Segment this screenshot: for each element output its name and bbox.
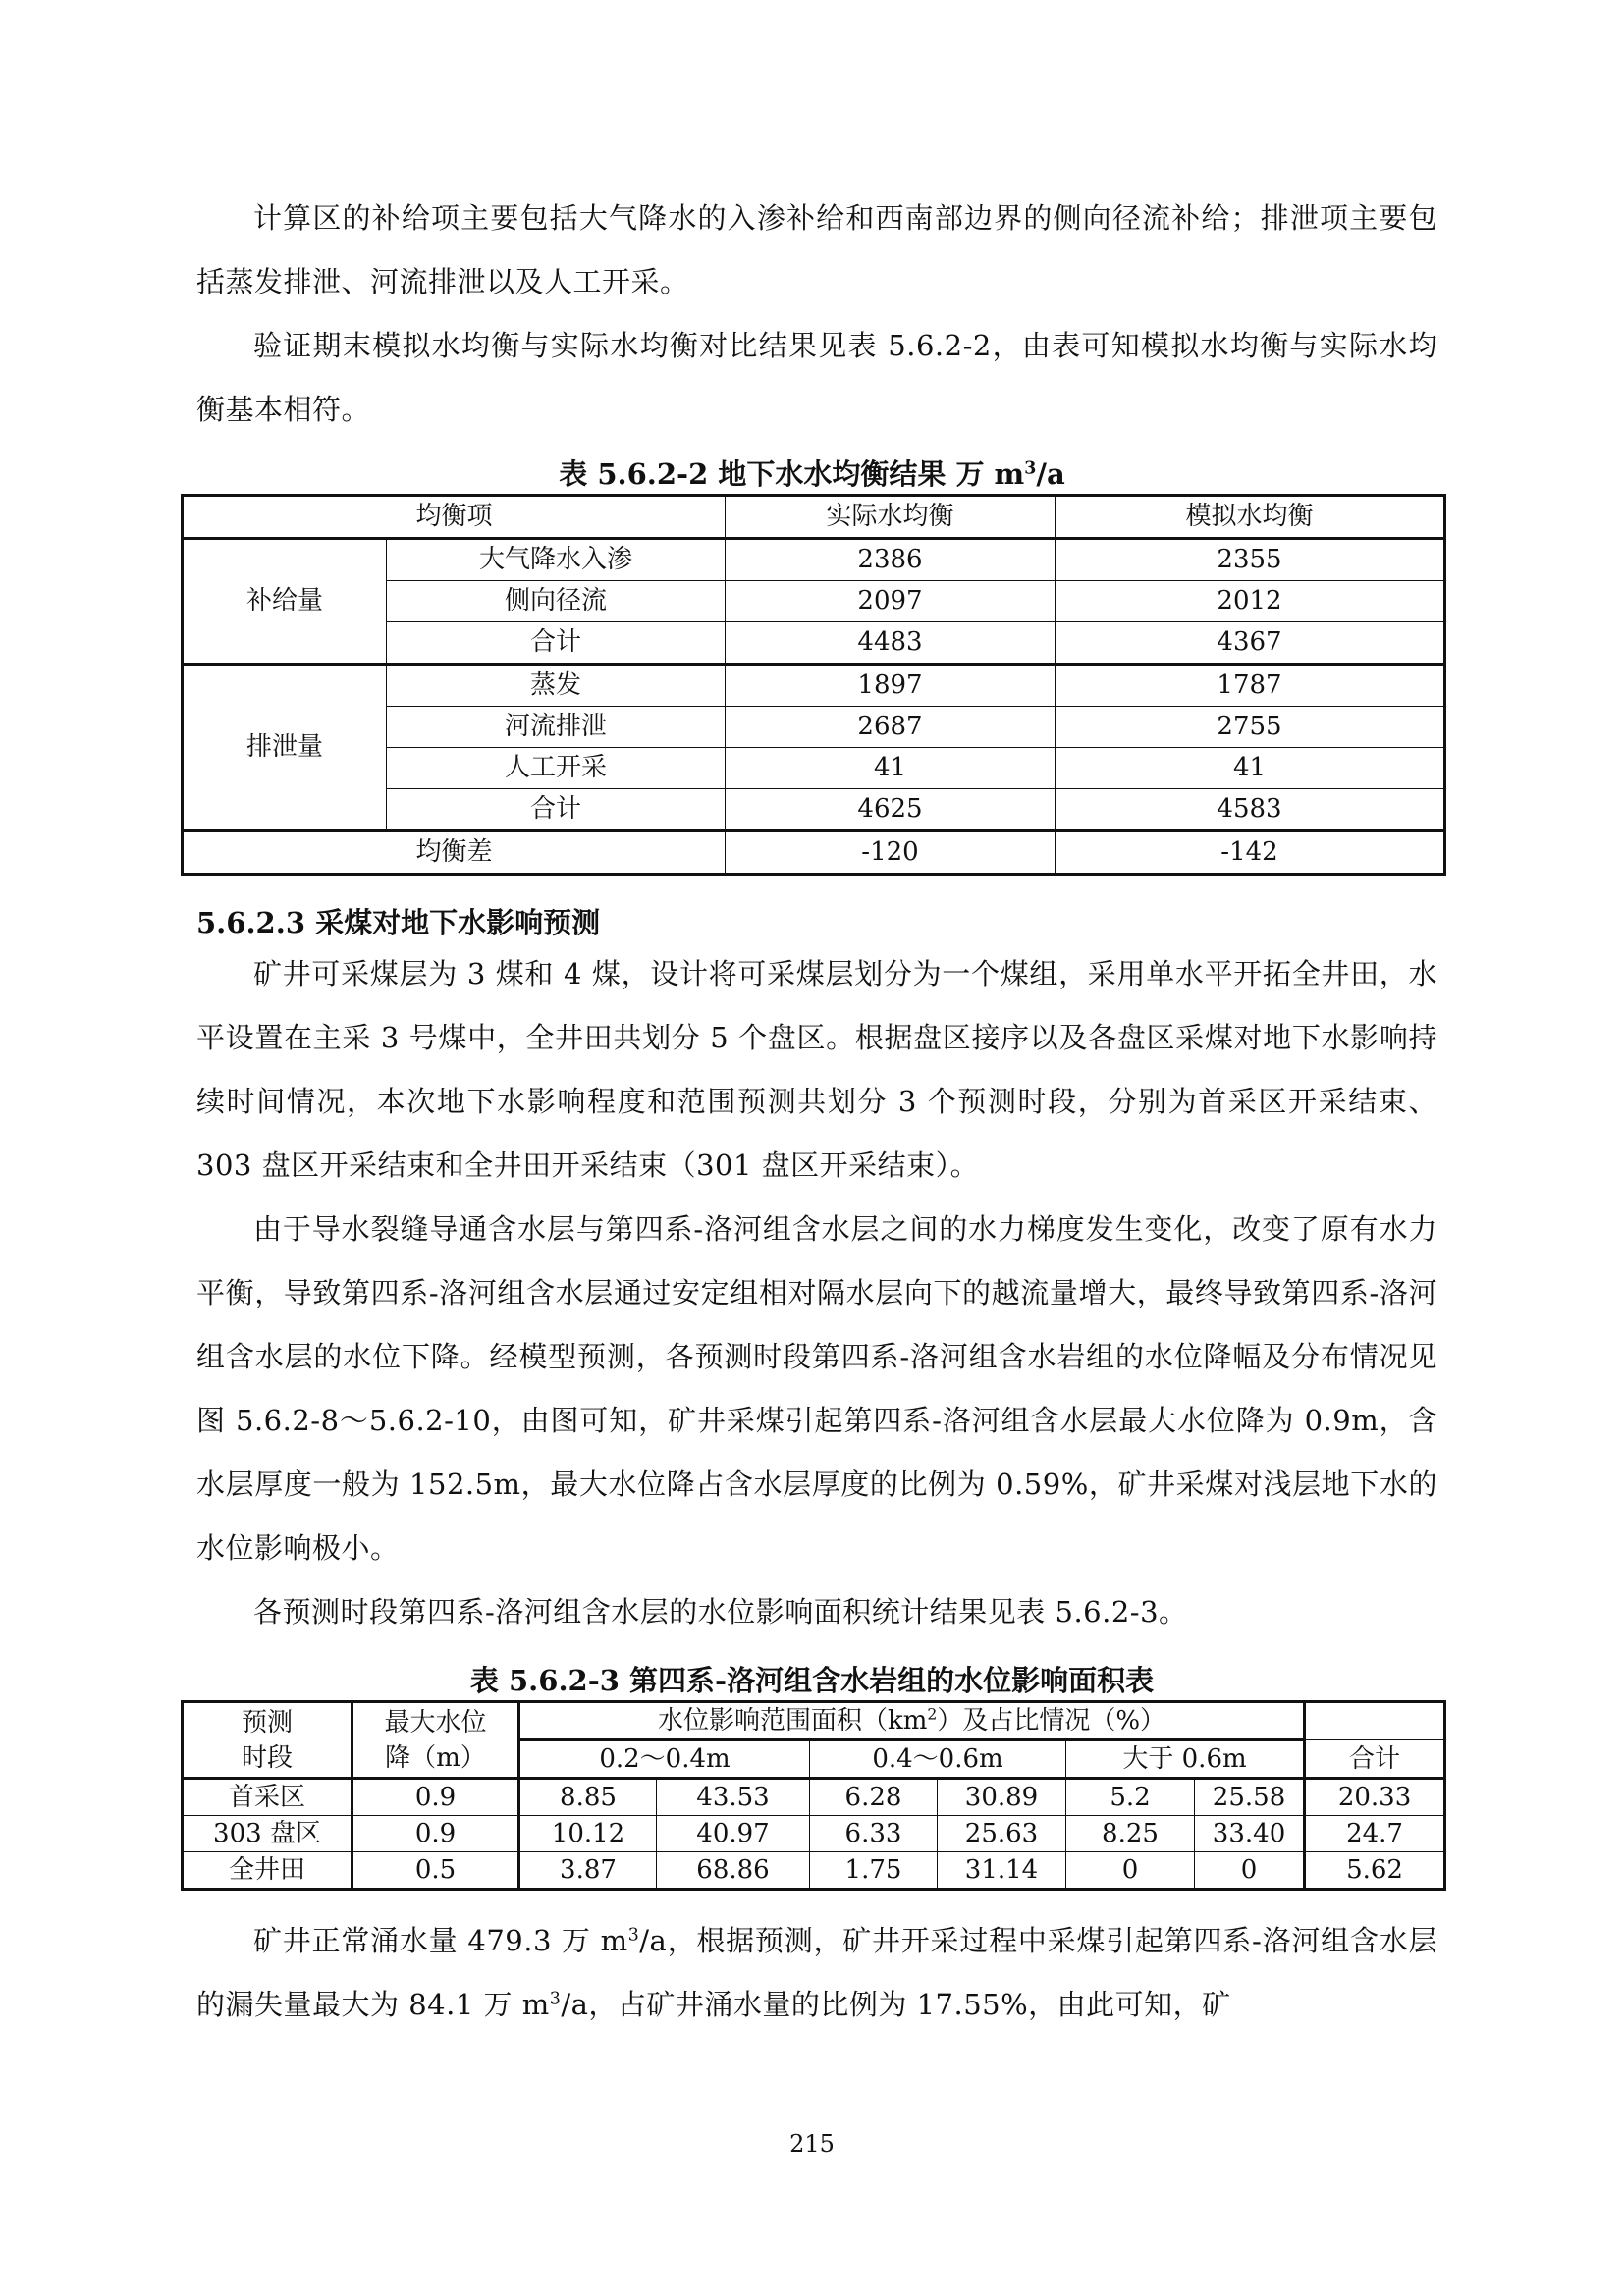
table-row <box>183 1816 1445 1852</box>
row-total: 5.62 <box>1305 1852 1445 1890</box>
page-number: 215 <box>789 2130 835 2158</box>
row-item: 人工开采 <box>387 748 726 789</box>
header-actual: 实际水均衡 <box>726 496 1056 539</box>
row-actual: 4625 <box>726 789 1056 831</box>
inflow-sup-2: 3 <box>549 1989 562 2009</box>
row-value: 0 <box>1195 1852 1305 1890</box>
paragraph-mine-inflow <box>196 1909 1437 2037</box>
paragraph-area-ref: 各预测时段第四系-洛河组含水层的水位影响面积统计结果见表 5.6.2-3。 <box>253 1595 1188 1629</box>
row-item: 侧向径流 <box>387 581 726 622</box>
header-max-drop-line2: 降（m） <box>385 1742 486 1773</box>
table-row <box>183 539 1445 581</box>
balance-actual: -120 <box>726 831 1056 875</box>
row-value: 25.63 <box>938 1816 1066 1852</box>
impact-area-table <box>181 1700 1446 1891</box>
row-sim: 4367 <box>1056 622 1445 665</box>
header-range-2: 大于 0.6m <box>1066 1740 1305 1779</box>
header-impact-area-sup: 2 <box>927 1705 938 1724</box>
row-value: 6.28 <box>810 1779 938 1816</box>
row-item: 合计 <box>387 622 726 665</box>
row-sim: 4583 <box>1056 789 1445 831</box>
table1-caption <box>181 454 1443 494</box>
row-actual: 2386 <box>726 539 1056 581</box>
row-value: 31.14 <box>938 1852 1066 1890</box>
paragraph-validation: 验证期末模拟水均衡与实际水均衡对比结果见表 5.6.2-2，由表可知模拟水均衡与实际水均衡基本相符。 <box>196 329 1437 426</box>
inflow-text-3: /a，占矿井涌水量的比例为 17.55%，由此可知，矿 <box>561 1988 1231 2021</box>
table-header-row <box>183 1702 1445 1740</box>
row-value: 43.53 <box>657 1779 810 1816</box>
table2-caption: 表 5.6.2-3 第四系-洛河组含水岩组的水位影响面积表 <box>469 1664 1155 1697</box>
header-impact-area <box>519 1702 1305 1740</box>
header-impact-area-text2: ）及占比情况（%） <box>937 1706 1166 1735</box>
row-value: 0 <box>1066 1852 1195 1890</box>
row-max-drop: 0.9 <box>352 1816 519 1852</box>
table-row <box>183 665 1445 707</box>
row-value: 1.75 <box>810 1852 938 1890</box>
header-impact-area-text: 水位影响范围面积（km <box>657 1706 928 1735</box>
header-max-drop <box>352 1702 519 1779</box>
header-balance-item: 均衡项 <box>183 496 726 539</box>
row-period: 首采区 <box>183 1779 352 1816</box>
row-value: 8.25 <box>1066 1816 1195 1852</box>
paragraph-coal-seams: 矿井可采煤层为 3 煤和 4 煤，设计将可采煤层划分为一个煤组，采用单水平开拓全井田，水平设置在主采 3 号煤中，全井田共划分 5 个盘区。根据盘区接序以及各盘区采煤对地下水影响持续时间情况，本次地下水影响程度和范围预测共划分 3 个预测时段，分别为首采区开采结束、303 盘区开采结束和全井田开采结束（301 盘区开采结束）。 <box>196 957 1437 1182</box>
header-simulated: 模拟水均衡 <box>1056 496 1445 539</box>
row-total: 20.33 <box>1305 1779 1445 1816</box>
row-item: 河流排泄 <box>387 707 726 748</box>
row-value: 3.87 <box>519 1852 657 1890</box>
table-row <box>183 1852 1445 1890</box>
row-value: 6.33 <box>810 1816 938 1852</box>
row-actual: 2097 <box>726 581 1056 622</box>
row-max-drop: 0.9 <box>352 1779 519 1816</box>
row-value: 33.40 <box>1195 1816 1305 1852</box>
row-actual: 1897 <box>726 665 1056 707</box>
header-period-line2: 时段 <box>241 1742 293 1773</box>
header-period <box>183 1702 352 1779</box>
header-total: 合计 <box>1305 1740 1445 1779</box>
row-value: 8.85 <box>519 1779 657 1816</box>
balance-label: 均衡差 <box>183 831 726 875</box>
row-value: 68.86 <box>657 1852 810 1890</box>
group-recharge: 补给量 <box>183 539 387 665</box>
paragraph-recharge-discharge: 计算区的补给项主要包括大气降水的入渗补给和西南部边界的侧向径流补给；排泄项主要包括蒸发排泄、河流排泄以及人工开采。 <box>196 201 1437 298</box>
header-empty <box>1305 1702 1445 1740</box>
inflow-text-1: 矿井正常涌水量 479.3 万 m <box>253 1924 628 1957</box>
table1-caption-sup: 3 <box>1024 458 1037 479</box>
table1-caption-unit: /a <box>1036 457 1065 491</box>
row-actual: 41 <box>726 748 1056 789</box>
row-period: 303 盘区 <box>183 1816 352 1852</box>
inflow-text-2: /a，根据预测，矿井开采过程中采煤引起第四系-洛河组含水层的漏失量最大为 84.1 万 m <box>196 1924 1437 2021</box>
table-row-balance <box>183 831 1445 875</box>
row-value: 10.12 <box>519 1816 657 1852</box>
balance-sim: -142 <box>1056 831 1445 875</box>
row-value: 5.2 <box>1066 1779 1195 1816</box>
row-item: 合计 <box>387 789 726 831</box>
row-sim: 2012 <box>1056 581 1445 622</box>
paragraph-water-level-drop: 由于导水裂缝导通含水层与第四系-洛河组含水层之间的水力梯度发生变化，改变了原有水力平衡，导致第四系-洛河组含水层通过安定组相对隔水层向下的越流量增大，最终导致第四系-洛河组含水层的水位下降。经模型预测，各预测时段第四系-洛河组含水岩组的水位降幅及分布情况见图 5.6.2-8～5.6.2-10，由图可知，矿井采煤引起第四系-洛河组含水层最大水位降为 0.9m，含水层厚度一般为 152.5m，最大水位降占含水层厚度的比例为 0.59%，矿井采煤对浅层地下水的水位影响极小。 <box>196 1212 1437 1565</box>
header-max-drop-line1: 最大水位 <box>384 1707 487 1737</box>
row-value: 40.97 <box>657 1816 810 1852</box>
section-heading: 5.6.2.3 采煤对地下水影响预测 <box>196 906 601 939</box>
header-range-1: 0.4～0.6m <box>810 1740 1066 1779</box>
row-sim: 41 <box>1056 748 1445 789</box>
row-sim: 2755 <box>1056 707 1445 748</box>
row-period: 全井田 <box>183 1852 352 1890</box>
row-value: 30.89 <box>938 1779 1066 1816</box>
inflow-sup-1: 3 <box>627 1925 640 1946</box>
row-max-drop: 0.5 <box>352 1852 519 1890</box>
row-value: 25.58 <box>1195 1779 1305 1816</box>
table-row <box>183 1779 1445 1816</box>
row-actual: 4483 <box>726 622 1056 665</box>
row-actual: 2687 <box>726 707 1056 748</box>
row-sim: 1787 <box>1056 665 1445 707</box>
row-item: 大气降水入渗 <box>387 539 726 581</box>
header-period-line1: 预测 <box>241 1707 293 1737</box>
row-sim: 2355 <box>1056 539 1445 581</box>
table-header-row <box>183 496 1445 539</box>
table1-caption-text: 表 5.6.2-2 地下水水均衡结果 万 m <box>559 457 1025 491</box>
row-item: 蒸发 <box>387 665 726 707</box>
water-balance-table <box>181 494 1446 876</box>
group-discharge: 排泄量 <box>183 665 387 831</box>
header-range-0: 0.2～0.4m <box>519 1740 810 1779</box>
row-total: 24.7 <box>1305 1816 1445 1852</box>
